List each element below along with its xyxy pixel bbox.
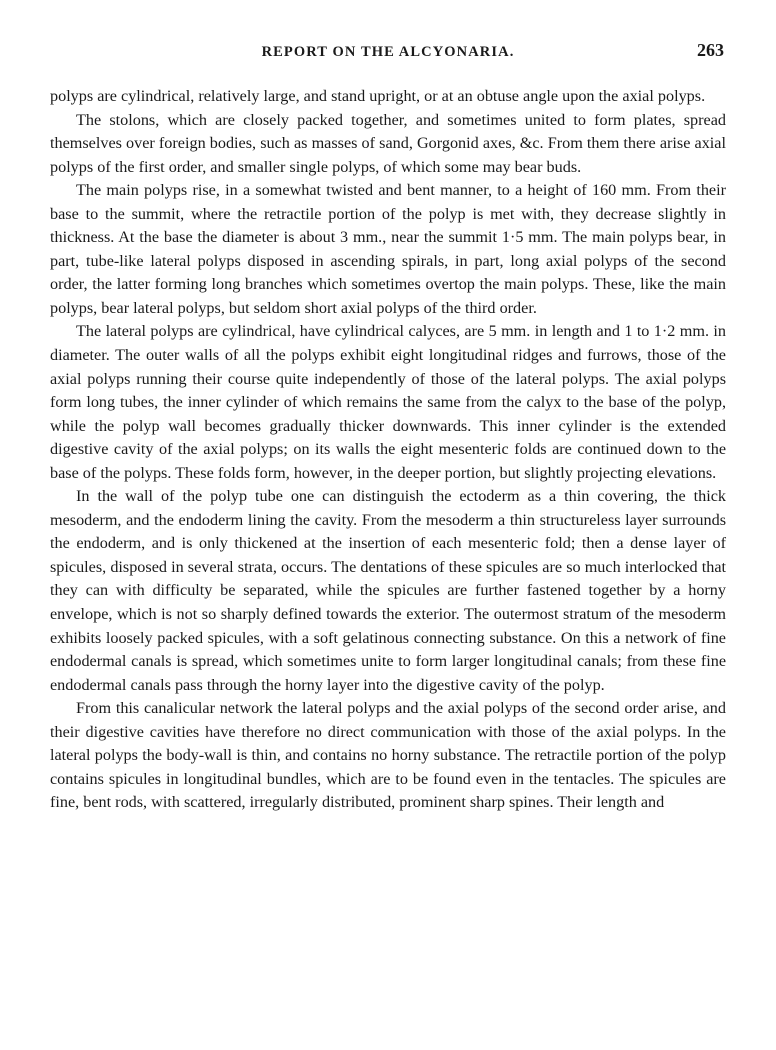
book-page <box>50 38 726 815</box>
paragraph-polyp-wall: In the wall of the polyp tube one can distinguish the ectoderm as a thin covering, the thick mesoderm, and the endoderm lining the cavity. From the mesoderm a thin structureless layer surrounds the endoderm, and is only thickened at the insertion of each mesenteric fold; then a dense layer of spicules, disposed in several strata, occurs. The dentations of these spicules are so much interlocked that they can with difficulty be separated, while the spicules are further fastened together by a horny envelope, which is not so sharply defined towards the exterior. The outermost stratum of the mesoderm exhibits loosely packed spicules, with a soft gelatinous connecting substance. On this a network of fine endodermal canals is spread, which sometimes unite to form larger longitudinal canals; from these fine endodermal canals pass through the horny layer into the digestive cavity of the polyp. <box>50 487 726 694</box>
paragraph-lateral-polyps: The lateral polyps are cylindrical, have cylindrical calyces, are 5 mm. in length and 1 to 1·2 mm. in diameter. The outer walls of all the polyps exhibit eight longitudinal ridges and furrows, those of the axial polyps running their course quite independently of those of the lateral polyps. The axial polyps form long tubes, the inner cylinder of which remains the same from the calyx to the base of the polyp, while the polyp wall becomes gradually thicker downwards. This inner cylinder is the extended digestive cavity of the axial polyps; on its walls the eight mesenteric folds are continued down to the base of the polyps. These folds form, however, in the deeper portion, but slightly projecting elevations. <box>50 322 726 482</box>
page-number: 263 <box>697 40 724 60</box>
paragraph-stolons: The stolons, which are closely packed together, and sometimes united to form plates, spread themselves over foreign bodies, such as masses of sand, Gorgonid axes, &c. From them there arise axial polyps of the first order, and smaller single polyps, of which some may bear buds. <box>50 110 726 176</box>
body-text <box>50 85 726 815</box>
paragraph-canalicular-network: From this canalicular network the lateral polyps and the axial polyps of the second order arise, and their digestive cavities have therefore no direct communication with those of the axial polyps. In the lateral polyps the body-wall is thin, and contains no horny substance. The retractile portion of the polyp contains spicules in longitudinal bundles, which are to be found even in the tentacles. The spicules are fine, bent rods, with scattered, irregularly distributed, prominent sharp spines. Their length and <box>50 699 726 812</box>
running-title: REPORT ON THE ALCYONARIA. <box>261 44 515 60</box>
paragraph-main-polyps: The main polyps rise, in a somewhat twisted and bent manner, to a height of 160 mm. From their base to the summit, where the retractile portion of the polyp is met with, they decrease slightly in thickness. At the base the diameter is about 3 mm., near the summit 1·5 mm. The main polyps bear, in part, tube-like lateral polyps disposed in ascending spirals, in part, long axial polyps of the second order, the latter forming long branches which sometimes overtop the main polyps. These, like the main polyps, bear lateral polyps, but seldom short axial polyps of the third order. <box>50 181 726 317</box>
paragraph-continued: polyps are cylindrical, relatively large, and stand upright, or at an obtuse angle upon the axial polyps. <box>50 87 706 105</box>
running-head <box>50 38 726 68</box>
